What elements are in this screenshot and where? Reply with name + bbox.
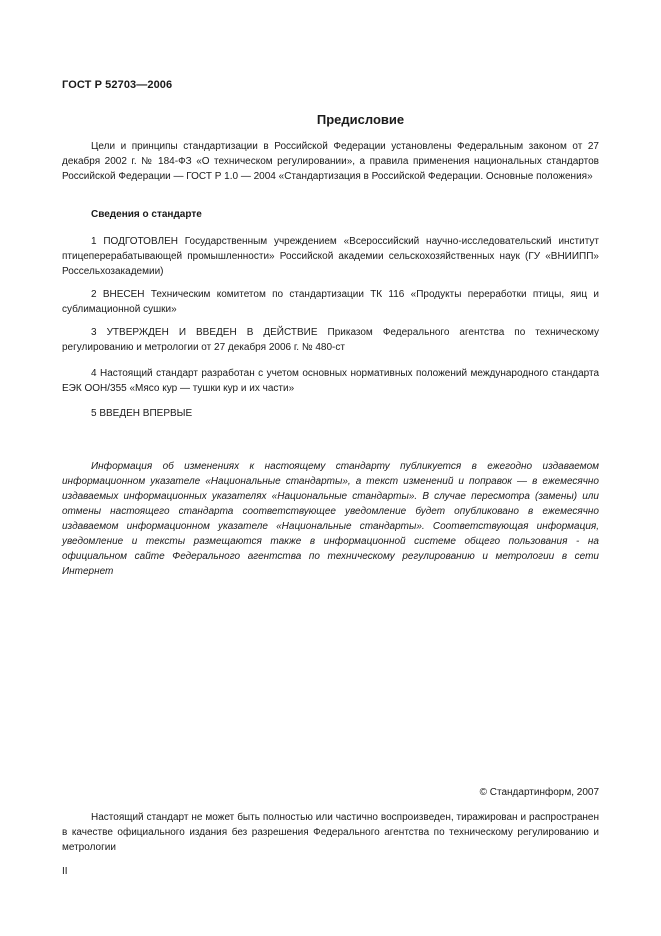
- footer-notice: [62, 810, 599, 855]
- page-title: Предисловие: [316, 112, 405, 127]
- footer-notice-text: Настоящий стандарт не может быть полностью или частично воспроизведен, тиражирован и распространен в качестве официального издания без разрешения Федерального агентства по техническому регулированию и метрологии: [62, 812, 599, 853]
- notice-paragraph: [62, 459, 599, 579]
- item-4-text: 4 Настоящий стандарт разработан с учетом основных нормативных положений международного стандарта ЕЭК ООН/355 «Мясо кур — тушки кур и их части»: [62, 368, 599, 394]
- intro-text: Цели и принципы стандартизации в Российской Федерации установлены Федеральным законом от 27 декабря 2002 г. № 184-ФЗ «О техническом регулировании», а правила применения национальных стандартов Российской Федерации — ГОСТ Р 1.0 — 2004 «Стандартизация в Российской Федерации. Основные положения»: [62, 141, 599, 182]
- copyright: © Стандартинформ, 2007: [479, 787, 599, 798]
- section-heading: Сведения о стандарте: [91, 209, 202, 220]
- list-item: [62, 406, 599, 421]
- list-item: [62, 366, 599, 396]
- item-5-text: 5 ВВЕДЕН ВПЕРВЫЕ: [91, 408, 193, 419]
- item-3-text: 3 УТВЕРЖДЕН И ВВЕДЕН В ДЕЙСТВИЕ Приказом Федерального агентства по техническому регулированию и метрологии от 27 декабря 2006 г. № 480-ст: [62, 327, 599, 353]
- item-1-text: 1 ПОДГОТОВЛЕН Государственным учреждением «Всероссийский научно-исследовательский институт птицеперерабатывающей промышленности» Российской академии сельскохозяйственных наук (ГУ «ВНИИПП» Россельхозакадемии): [62, 236, 599, 277]
- page-number: II: [62, 866, 68, 877]
- notice-text: Информация об изменениях к настоящему стандарту публикуется в ежегодно издаваемом информационном указателе «Национальные стандарты», а текст изменений и поправок — в ежемесячно издаваемых информационных указателях «Национальные стандарты». В случае пересмотра (замены) или отмены настоящего стандарта соответствующее уведомление будет опубликовано в ежемесячно издаваемом информационном указателе «Национальные стандарты». Соответствующая информация, уведомление и тексты размещаются также в информационной системе общего пользования - на официальном сайте Федерального агентства по техническому регулированию и метрологии в сети Интернет: [62, 461, 599, 577]
- list-item: [62, 287, 599, 317]
- document-code: ГОСТ Р 52703—2006: [62, 79, 173, 91]
- intro-paragraph: [62, 139, 599, 184]
- list-item: [62, 325, 599, 355]
- item-2-text: 2 ВНЕСЕН Техническим комитетом по стандартизации ТК 116 «Продукты переработки птицы, яиц и сублимационной сушки»: [62, 289, 599, 315]
- list-item: [62, 234, 599, 279]
